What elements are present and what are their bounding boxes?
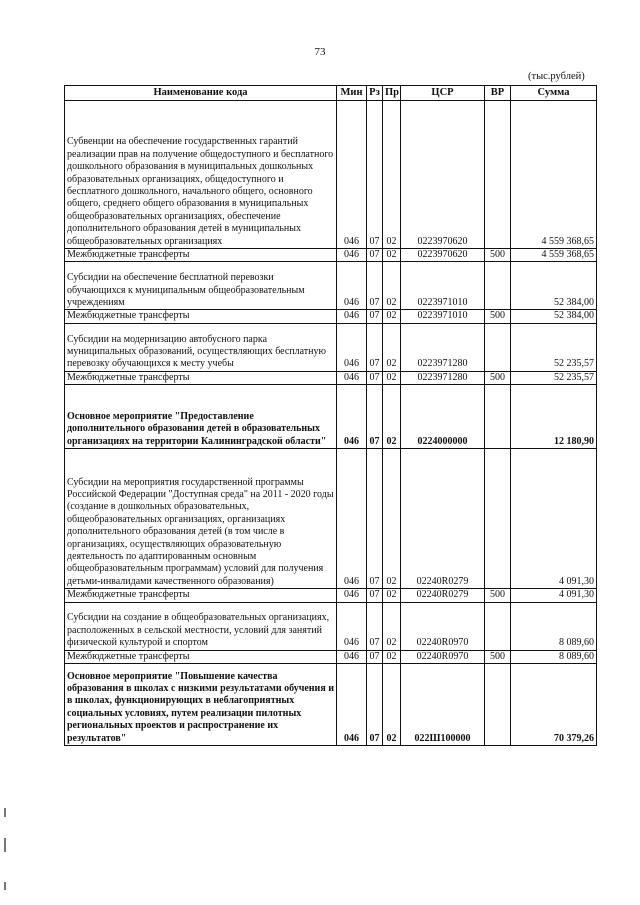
header-csr: ЦСР: [401, 86, 485, 101]
table-row: [65, 371, 597, 384]
cell-rz: 07: [367, 449, 383, 589]
cell-vr: [485, 101, 511, 249]
cell-pr: 02: [383, 602, 401, 650]
cell-vr: 500: [485, 650, 511, 663]
cell-sum: 12 180,90: [511, 385, 597, 449]
cell-pr: 02: [383, 589, 401, 602]
cell-name: Межбюджетные трансферты: [65, 249, 337, 262]
cell-csr: 0223971280: [401, 323, 485, 371]
cell-vr: [485, 323, 511, 371]
cell-min: 046: [337, 262, 367, 310]
table-row: [65, 664, 597, 746]
cell-name: Межбюджетные трансферты: [65, 371, 337, 384]
table-header-row: [65, 86, 597, 101]
cell-csr: 02240R0279: [401, 449, 485, 589]
cell-pr: 02: [383, 262, 401, 310]
cell-min: 046: [337, 589, 367, 602]
cell-min: 046: [337, 449, 367, 589]
cell-pr: 02: [383, 101, 401, 249]
cell-rz: 07: [367, 323, 383, 371]
cell-pr: 02: [383, 249, 401, 262]
cell-rz: 07: [367, 650, 383, 663]
cell-pr: 02: [383, 449, 401, 589]
cell-name: Субсидии на создание в общеобразовательных организациях, расположенных в сельской местности, условий для занятий физической культурой и спортом: [65, 602, 337, 650]
cell-min: 046: [337, 310, 367, 323]
cell-vr: [485, 664, 511, 746]
cell-vr: 500: [485, 310, 511, 323]
cell-rz: 07: [367, 371, 383, 384]
cell-sum: 4 091,30: [511, 589, 597, 602]
table-row: [65, 602, 597, 650]
cell-csr: 02240R0970: [401, 602, 485, 650]
cell-csr: 0224000000: [401, 385, 485, 449]
cell-min: 046: [337, 101, 367, 249]
cell-csr: 02240R0279: [401, 589, 485, 602]
table-row: [65, 449, 597, 589]
header-rz: Рз: [367, 86, 383, 101]
cell-vr: [485, 262, 511, 310]
cell-rz: 07: [367, 589, 383, 602]
cell-rz: 07: [367, 101, 383, 249]
cell-sum: 4 091,30: [511, 449, 597, 589]
cell-min: 046: [337, 371, 367, 384]
header-pr: Пр: [383, 86, 401, 101]
table-row: [65, 650, 597, 663]
table-row: [65, 310, 597, 323]
cell-vr: 500: [485, 249, 511, 262]
cell-pr: 02: [383, 323, 401, 371]
cell-rz: 07: [367, 249, 383, 262]
cell-sum: 52 235,57: [511, 323, 597, 371]
cell-csr: 0223971280: [401, 371, 485, 384]
cell-pr: 02: [383, 371, 401, 384]
units-label: (тыс.рублей): [528, 71, 585, 82]
cell-csr: 0223971010: [401, 310, 485, 323]
cell-csr: 02240R0970: [401, 650, 485, 663]
cell-sum: 8 089,60: [511, 602, 597, 650]
cell-pr: 02: [383, 385, 401, 449]
cell-name: Основное мероприятие "Предоставление дополнительного образования детей в образовательных организациях на территории Калининградской области": [65, 385, 337, 449]
table-row: [65, 101, 597, 249]
cell-name: Межбюджетные трансферты: [65, 589, 337, 602]
header-vr: ВР: [485, 86, 511, 101]
page-number: 73: [314, 46, 326, 58]
scan-edge-mark: [4, 882, 6, 890]
cell-csr: 0223970620: [401, 101, 485, 249]
cell-min: 046: [337, 664, 367, 746]
table-row: [65, 262, 597, 310]
cell-name: Субсидии на мероприятия государственной программы Российской Федерации "Доступная среда" на 2011 - 2020 годы (создание в дошкольных образовательных, общеобразовательных организациях, организациях дополнительного образования детей (в том числе в организациях, осуществляющих образовательную деятельность по адаптированным основным общеобразовательным программам) условий для получения детьми-инвалидами качественного образования): [65, 449, 337, 589]
table-row: [65, 589, 597, 602]
cell-rz: 07: [367, 664, 383, 746]
cell-sum: 52 384,00: [511, 310, 597, 323]
cell-csr: 022Ш100000: [401, 664, 485, 746]
cell-vr: 500: [485, 589, 511, 602]
cell-sum: 70 379,26: [511, 664, 597, 746]
table-row: [65, 249, 597, 262]
cell-vr: [485, 385, 511, 449]
cell-sum: 4 559 368,65: [511, 249, 597, 262]
cell-rz: 07: [367, 385, 383, 449]
cell-rz: 07: [367, 602, 383, 650]
cell-name: Межбюджетные трансферты: [65, 310, 337, 323]
cell-min: 046: [337, 249, 367, 262]
cell-vr: 500: [485, 371, 511, 384]
cell-name: Субсидии на модернизацию автобусного парка муниципальных образований, осуществляющих бесплатную перевозку обучающихся к месту учебы: [65, 323, 337, 371]
cell-name: Основное мероприятие "Повышение качества образования в школах с низкими результатами обучения и в школах, функционирующих в неблагоприятных социальных условиях, путем реализации пилотных региональных проектов и распространение их результатов": [65, 664, 337, 746]
cell-csr: 0223970620: [401, 249, 485, 262]
budget-table: [64, 85, 597, 746]
scan-edge-mark: [4, 808, 6, 817]
header-min: Мин: [337, 86, 367, 101]
cell-min: 046: [337, 323, 367, 371]
cell-sum: 4 559 368,65: [511, 101, 597, 249]
cell-vr: [485, 602, 511, 650]
cell-min: 046: [337, 650, 367, 663]
cell-name: Субвенции на обеспечение государственных гарантий реализации прав на получение общедоступного и бесплатного дошкольного образования в муниципальных дошкольных образовательных организациях, общедоступного и бесплатного дошкольного, начального общего, основного общего, среднего общего образования в муниципальных общеобразовательных организациях, обеспечение дополнительного образования детей в муниципальных общеобразовательных организациях: [65, 101, 337, 249]
cell-vr: [485, 449, 511, 589]
table-row: [65, 323, 597, 371]
header-name: Наименование кода: [65, 86, 337, 101]
table-row: [65, 385, 597, 449]
cell-sum: 8 089,60: [511, 650, 597, 663]
cell-min: 046: [337, 602, 367, 650]
cell-pr: 02: [383, 310, 401, 323]
header-sum: Сумма: [511, 86, 597, 101]
cell-sum: 52 235,57: [511, 371, 597, 384]
scan-edge-mark: [4, 838, 6, 852]
cell-rz: 07: [367, 310, 383, 323]
cell-csr: 0223971010: [401, 262, 485, 310]
cell-rz: 07: [367, 262, 383, 310]
cell-name: Субсидии на обеспечение бесплатной перевозки обучающихся к муниципальным общеобразовательным учреждениям: [65, 262, 337, 310]
cell-pr: 02: [383, 650, 401, 663]
cell-pr: 02: [383, 664, 401, 746]
cell-name: Межбюджетные трансферты: [65, 650, 337, 663]
cell-sum: 52 384,00: [511, 262, 597, 310]
cell-min: 046: [337, 385, 367, 449]
